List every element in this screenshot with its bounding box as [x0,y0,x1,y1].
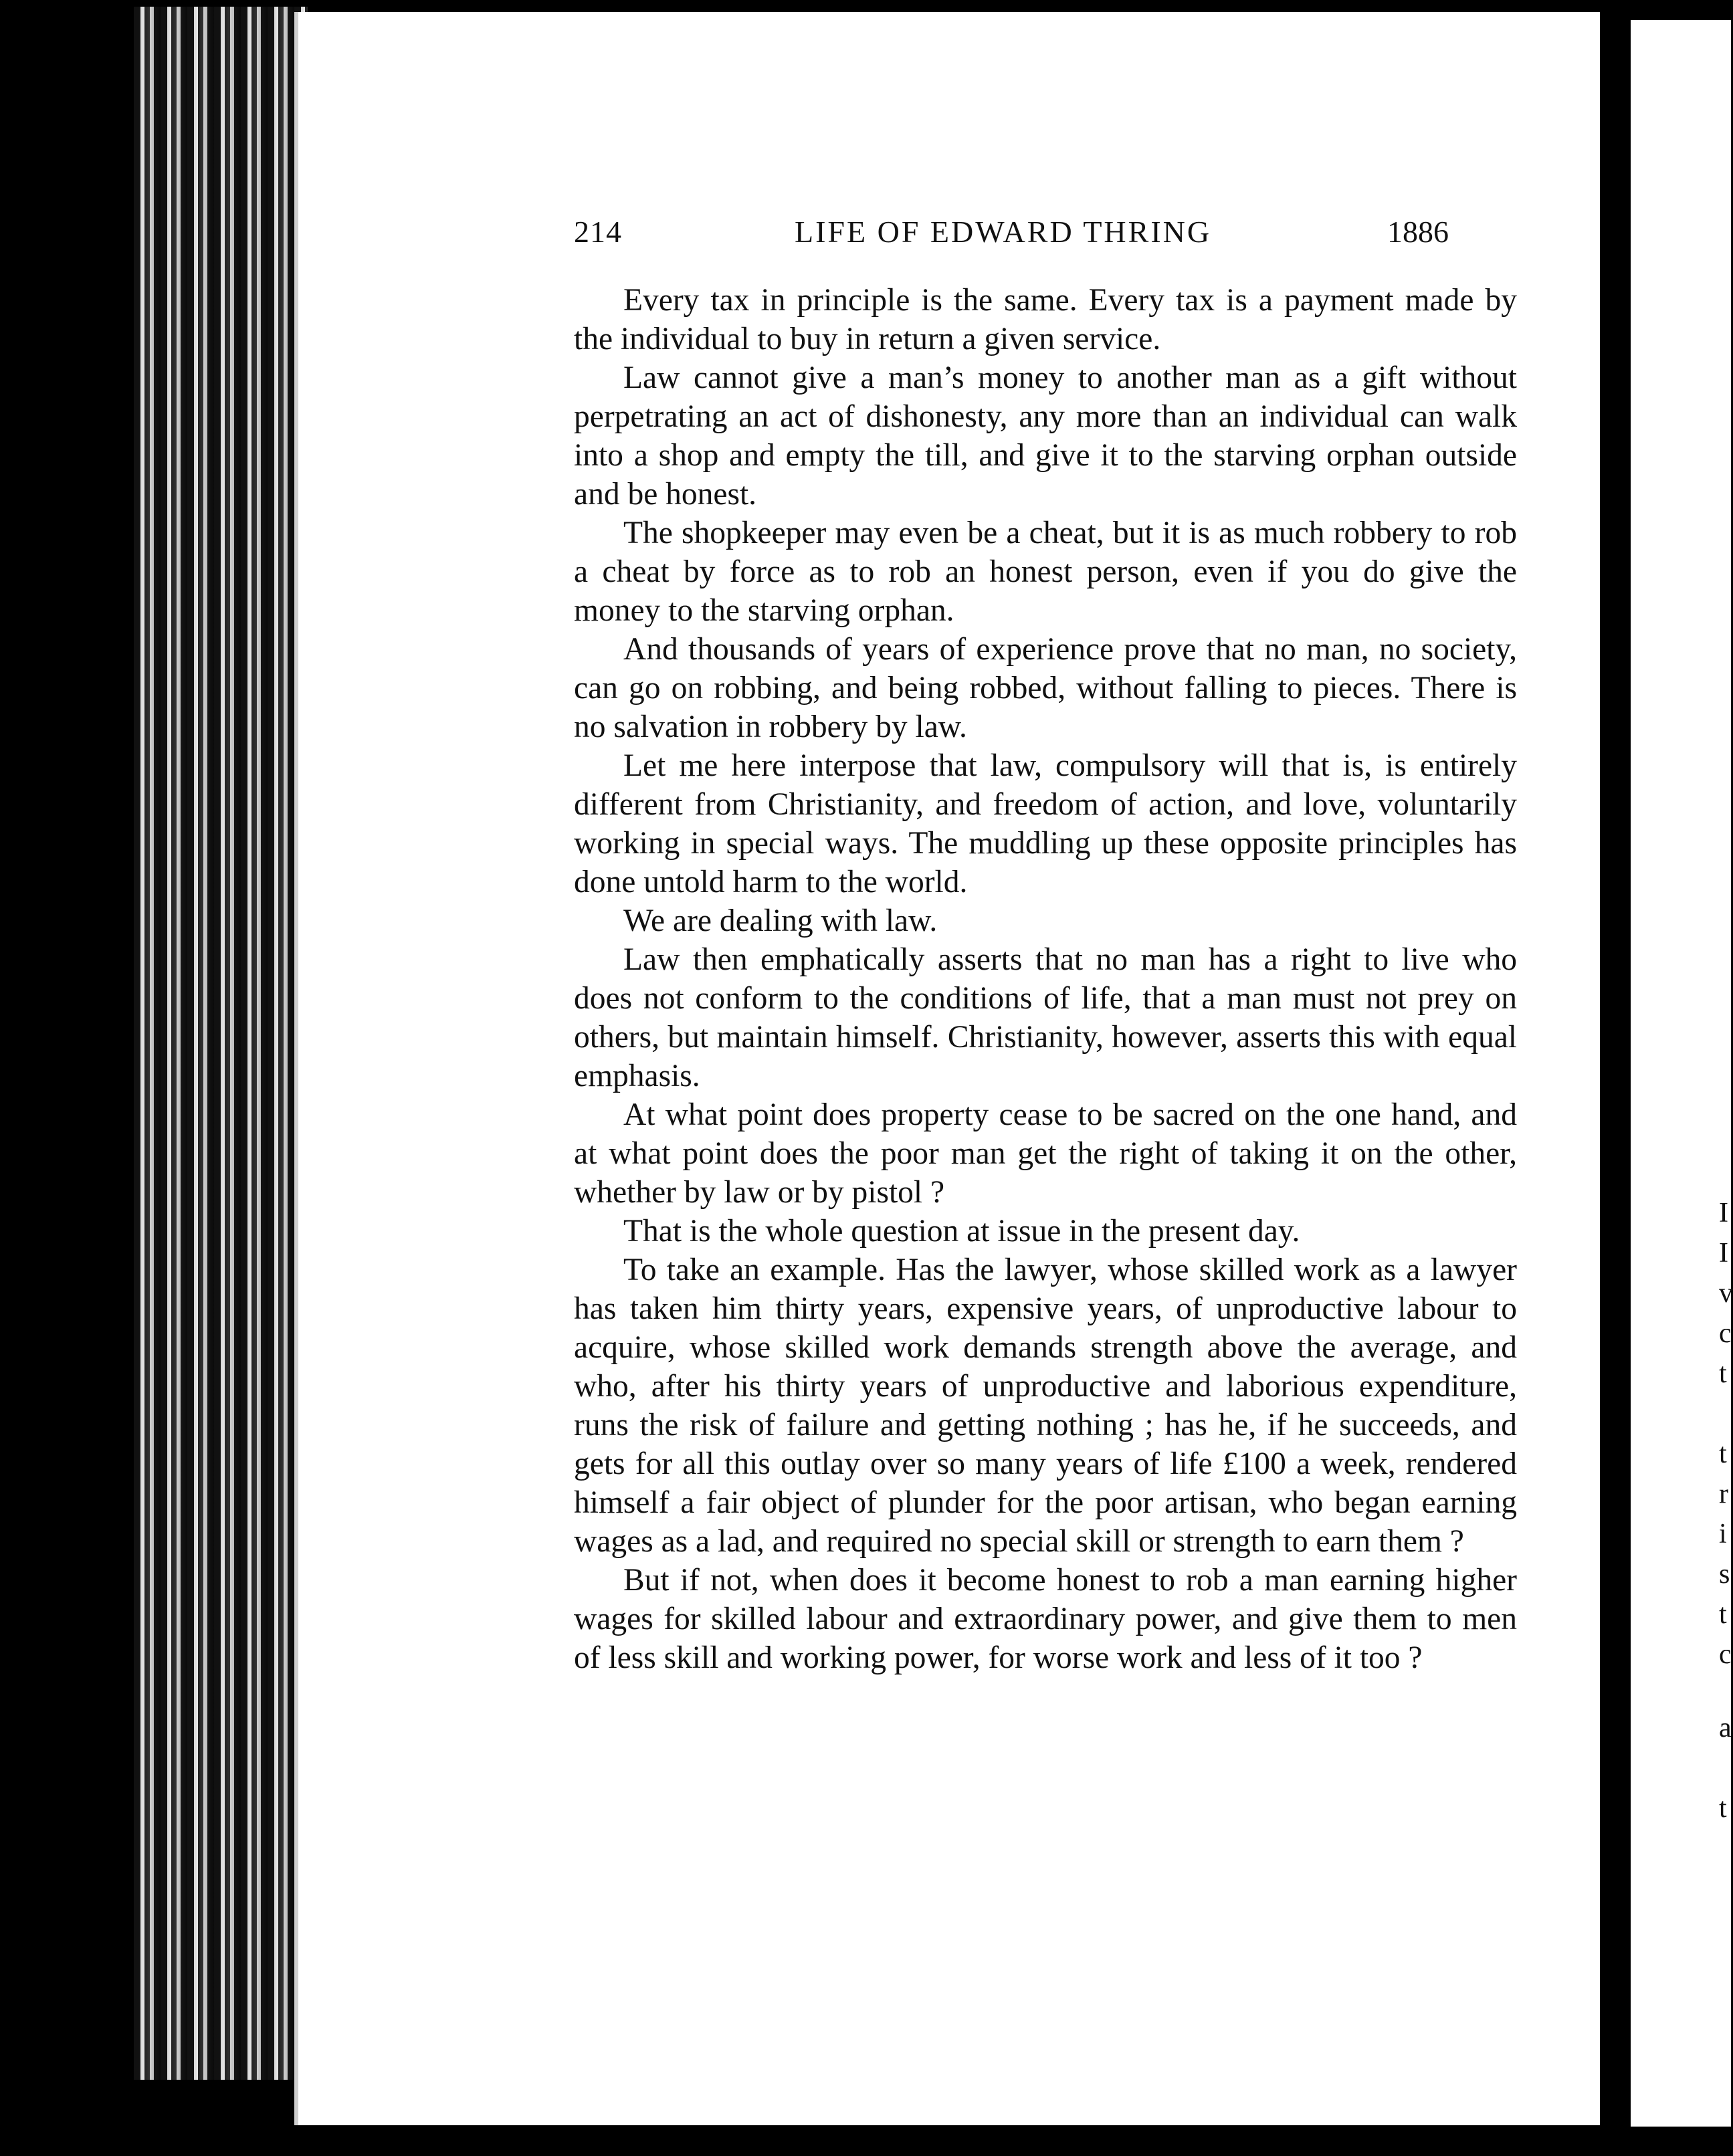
facing-page-letter: t [1719,1793,1727,1824]
facing-page-letter: s [1719,1559,1730,1590]
page-body [574,281,1517,1677]
paragraph: The shopkeeper may even be a cheat, but it is as much robbery to rob a cheat by force as to rob an honest person, even if you do give the money to the starving orphan. [574,516,1517,628]
facing-page-letter: t [1719,1438,1727,1469]
paragraph: Law then emphatically asserts that no man has a right to live who does not conform to the conditions of life, that a man must not prey on others, but maintain himself. Christianity, however, asserts this with equal emphasis. [574,942,1517,1093]
facing-page-letter: r [1719,1479,1728,1509]
page-number: 214 [574,215,622,249]
facing-page-letter: I [1719,1198,1728,1228]
facing-page-letter: I [1719,1238,1728,1269]
paragraph: Every tax in principle is the same. Every tax is a payment made by the individual to buy in return a given service. [574,283,1517,356]
page-edges [134,7,308,2080]
facing-page-letter: i [1719,1519,1727,1549]
running-header [574,214,1510,254]
paragraph: And thousands of years of experience prove that no man, no society, can go on robbing, and being robbed, without falling to pieces. There is no salvation in robbery by law. [574,632,1517,744]
paragraph: But if not, when does it become honest to rob a man earning higher wages for skilled labour and extraordinary power, and give them to men of less skill and working power, for worse work and less of it too ? [574,1563,1517,1675]
paragraph: Law cannot give a man’s money to another man as a gift without perpetrating an act of dishonesty, any more than an individual can walk into a shop and empty the till, and give it to the starving orphan outside and be honest. [574,360,1517,512]
running-title: LIFE OF EDWARD THRING [795,215,1212,249]
paragraph: We are dealing with law. [623,903,938,938]
facing-page-letter: c [1719,1318,1732,1349]
facing-page-letter: t [1719,1358,1727,1389]
paragraph: Let me here interpose that law, compulsory will that is, is entirely different from Christianity, and freedom of action, and love, voluntarily working in special ways. The muddling up these opposite principles has done untold harm to the world. [574,748,1517,899]
book-gutter [1600,0,1631,2156]
paragraph: At what point does property cease to be sacred on the one hand, and at what point does the poor man get the right of taking it on the other, whether by law or by pistol ? [574,1097,1517,1210]
facing-page-letter: c [1719,1639,1732,1670]
facing-page-edge [1631,20,1731,2127]
facing-page-letter: t [1719,1599,1727,1630]
facing-page-letter: v [1719,1278,1733,1309]
paragraph: To take an example. Has the lawyer, whose skilled work as a lawyer has taken him thirty years, expensive years, of unproductive labour to acquire, whose skilled work demands strength above the average, and who, after his thirty years of unproductive and laborious expenditure, runs the risk of failure and getting nothing ; has he, if he succeeds, and gets for all this outlay over so many years of life £100 a week, rendered himself a fair object of plunder for the poor artisan, who began earning wages as a lad, and required no special skill or strength to earn them ? [574,1253,1517,1559]
paragraph: That is the whole question at issue in the present day. [623,1214,1300,1249]
facing-page-letter: a [1719,1713,1732,1743]
header-year: 1886 [1387,215,1449,249]
